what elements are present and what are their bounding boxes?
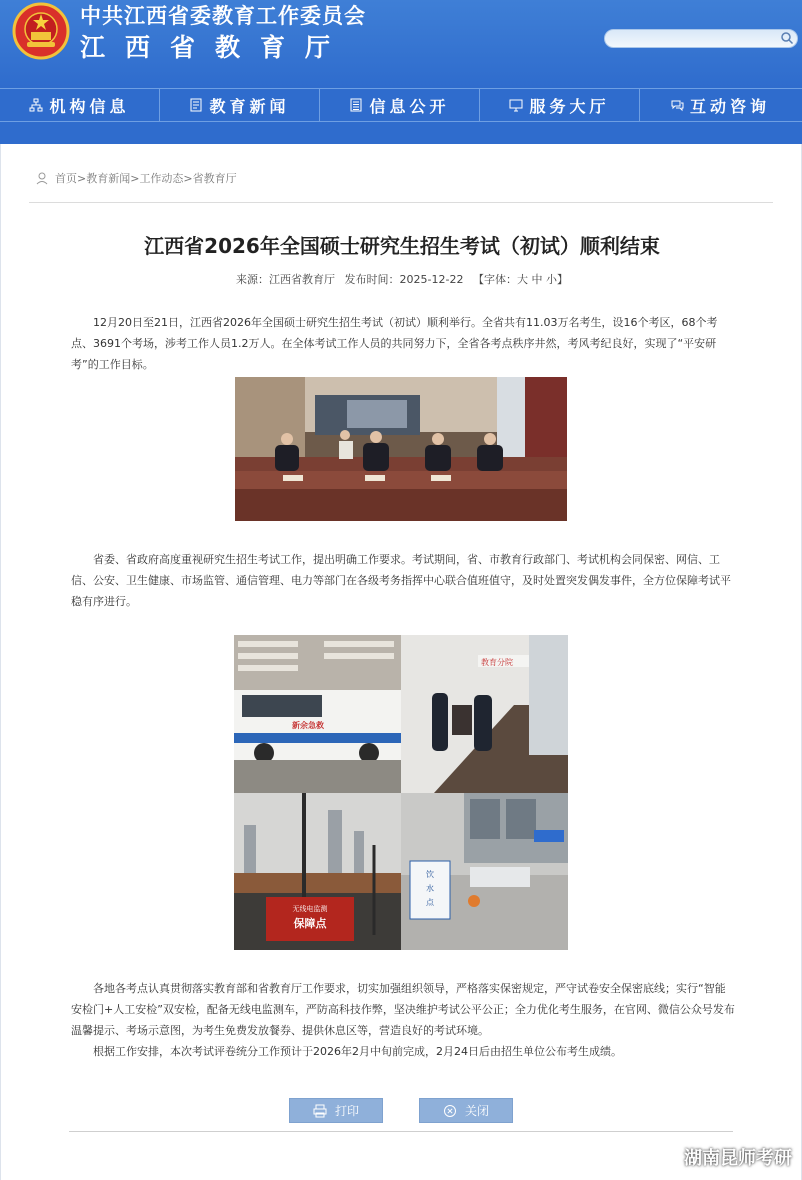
print-label: 打印 <box>334 1104 359 1118</box>
chat-icon <box>670 98 684 112</box>
breadcrumb <box>35 170 237 186</box>
radio-sign-title: 无线电监测 <box>292 905 328 913</box>
breadcrumb-work-updates[interactable]: 工作动态> <box>139 172 193 185</box>
close-button[interactable] <box>419 1098 513 1123</box>
article-photo-collage <box>234 635 568 950</box>
school-sign: 教育分院 <box>481 658 513 667</box>
location-icon <box>35 171 49 185</box>
org-name-secondary: 江西省教育厅 <box>80 33 351 62</box>
nav-item-info-disclosure[interactable] <box>320 89 480 121</box>
nav-item-label: 教育新闻 <box>209 96 290 116</box>
nav-item-label: 信息公开 <box>369 96 450 116</box>
nav-item-label: 服务大厅 <box>529 96 610 116</box>
org-chart-icon <box>29 98 43 112</box>
nav-item-org-info[interactable] <box>0 89 160 121</box>
nav-item-education-news[interactable] <box>160 89 320 121</box>
document-icon <box>189 98 203 112</box>
article-publish-time: 发布时间：2025-12-22 <box>344 273 464 286</box>
article-container <box>0 144 802 1180</box>
nav-item-label: 互动咨询 <box>689 96 770 116</box>
divider <box>69 1131 733 1132</box>
ambulance-sign: 新余急救 <box>292 721 324 730</box>
breadcrumb-department[interactable]: 省教育厅 <box>192 172 237 185</box>
list-doc-icon <box>349 98 363 112</box>
water-sign-2: 水 <box>426 884 434 893</box>
watermark-text: 湖南昆师考研 <box>684 1148 792 1169</box>
search-icon[interactable] <box>780 31 794 45</box>
nav-item-interactive-consult[interactable] <box>640 89 800 121</box>
nav-item-label: 机构信息 <box>49 96 130 116</box>
breadcrumb-home[interactable]: 首页> <box>55 172 87 185</box>
radio-sign-point: 保障点 <box>293 917 327 930</box>
print-button[interactable] <box>289 1098 383 1123</box>
article-paragraph: 根据工作安排，本次考试评卷统分工作预计于2026年2月中旬前完成，2月24日后由招生单位公布考生成绩。 <box>93 1045 622 1058</box>
water-sign-3: 点 <box>426 898 434 907</box>
article-paragraph: 省委、省政府高度重视研究生招生考试工作，提出明确工作要求。考试期间，省、市教育行政部门、考试机构会同保密、网信、工信、公安、卫生健康、市场监管、通信管理、电力等部门在各级考务指挥中心联合值班值守，及时处置突发偶发事件，全方位保障考试平稳有序进行。 <box>71 553 731 608</box>
nav-band <box>0 122 802 144</box>
article-meta <box>1 271 802 287</box>
article-paragraph: 12月20日至21日，江西省2026年全国硕士研究生招生考试（初试）顺利举行。全省共有11.03万名考生，设16个考区，68个考点、3691个考场，涉考工作人员1.2万人。在全体考试工作人员的共同努力下，全省各考点秩序井然，考风考纪良好，实现了“平安研考”的工作目标。 <box>71 316 718 371</box>
search-input[interactable] <box>604 29 798 48</box>
close-label: 关闭 <box>464 1104 489 1118</box>
water-sign-1: 饮 <box>426 870 434 879</box>
close-icon <box>443 1104 457 1118</box>
monitor-icon <box>509 98 523 112</box>
article-paragraph: 各地各考点认真贯彻落实教育部和省教育厅工作要求，切实加强组织领导，严格落实保密规定，严守试卷安全保密底线；实行“智能安检门+人工安检”双安检，配备无线电监测车，严防高科技作弊，坚决维护考试公平公正；全力优化考生服务，在官网、微信公众号发布温馨提示、考场示意图，为考生免费发放餐券、提供休息区等，营造良好的考试环境。 <box>71 982 735 1037</box>
article-photo-meeting <box>235 377 567 521</box>
national-emblem-icon <box>12 2 70 60</box>
printer-icon <box>313 1104 327 1118</box>
breadcrumb-education-news[interactable]: 教育新闻> <box>86 172 140 185</box>
font-size-controls[interactable]: 【字体：大 中 小】 <box>472 273 568 286</box>
org-name-primary: 中共江西省委教育工作委员会 <box>80 4 366 28</box>
article-source: 来源：江西省教育厅 <box>236 273 336 286</box>
article-title: 江西省2026年全国硕士研究生招生考试（初试）顺利结束 <box>144 234 660 258</box>
main-nav <box>0 88 802 122</box>
site-header <box>0 0 802 88</box>
divider <box>29 202 773 203</box>
nav-item-service-hall[interactable] <box>480 89 640 121</box>
